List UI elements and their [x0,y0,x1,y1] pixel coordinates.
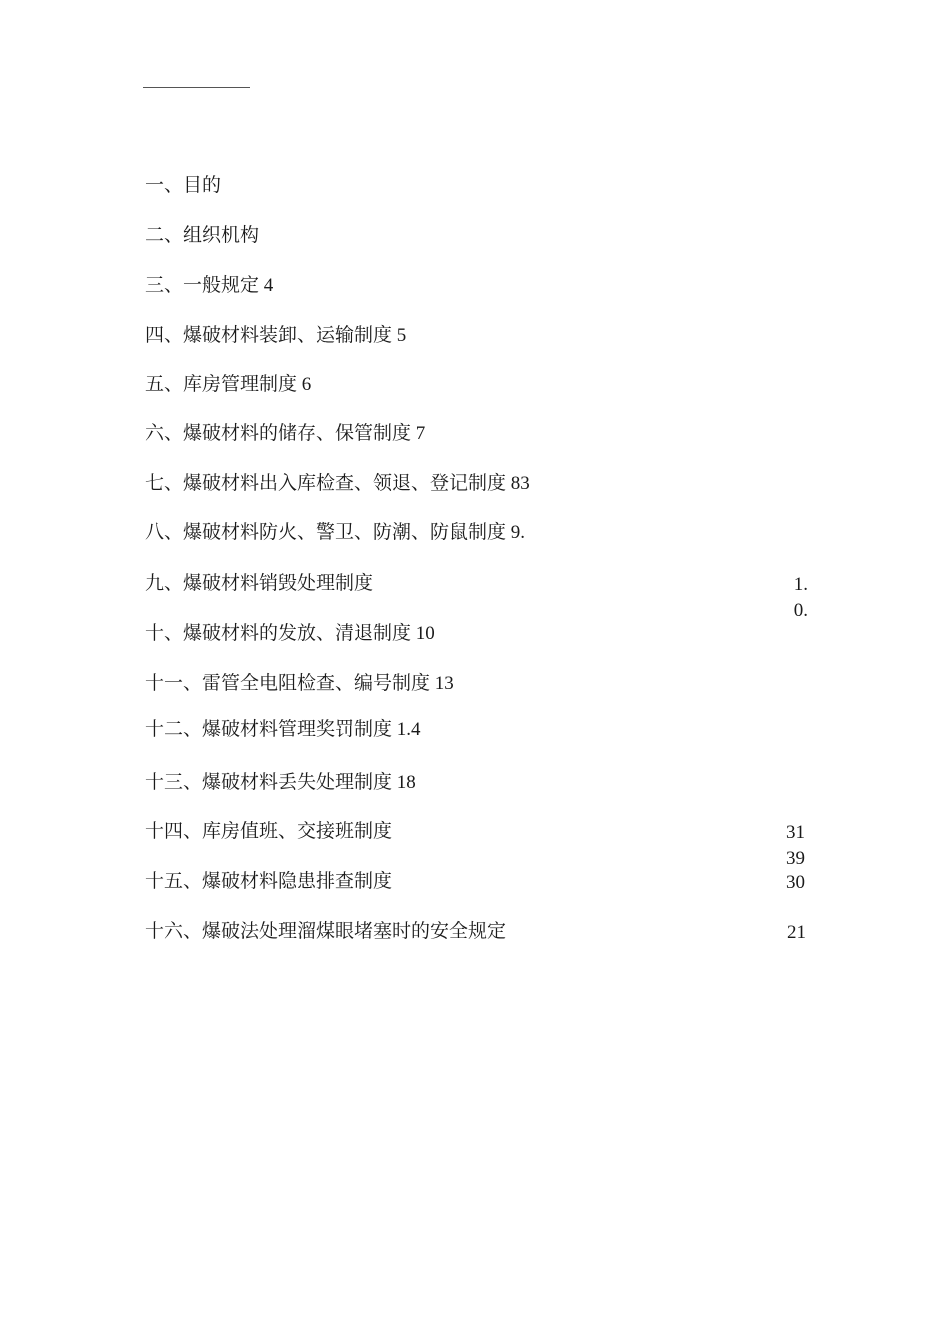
page-number: 1. [793,574,808,595]
toc-entry-7: 七、爆破材料出入库检查、领退、登记制度 83 [145,473,530,494]
toc-entry-9: 九、爆破材料销毁处理制度 [145,573,374,594]
toc-entry-6: 六、爆破材料的储存、保管制度 7 [145,423,426,444]
toc-entry-16: 十六、爆破法处理溜煤眼堵塞时的安全规定 [145,921,507,942]
toc-entry-13: 十三、爆破材料丢失处理制度 18 [145,772,416,793]
toc-entry-1: 一、目的 [145,175,222,196]
toc-entry-12: 十二、爆破材料管理奖罚制度 1.4 [145,719,421,740]
toc-entry-11: 十一、雷管全电阻检查、编号制度 13 [145,673,454,694]
toc-entry-10: 十、爆破材料的发放、清退制度 10 [145,623,435,644]
toc-entry-3: 三、一般规定 4 [145,275,274,296]
toc-entry-15: 十五、爆破材料隐患排查制度 [145,871,393,892]
toc-entry-5: 五、库房管理制度 6 [145,374,312,395]
page-number: 31 [786,822,805,843]
toc-entry-2: 二、组织机构 [145,225,260,246]
page-number: 39 [786,848,805,869]
header-rule [143,87,250,88]
toc-entry-8: 八、爆破材料防火、警卫、防潮、防鼠制度 9. [145,522,526,543]
page-number: 30 [786,872,805,893]
toc-entry-4: 四、爆破材料装卸、运输制度 5 [145,325,407,346]
page-number: 0. [793,600,808,621]
page-number: 21 [787,922,806,943]
toc-entry-14: 十四、库房值班、交接班制度 [145,821,393,842]
